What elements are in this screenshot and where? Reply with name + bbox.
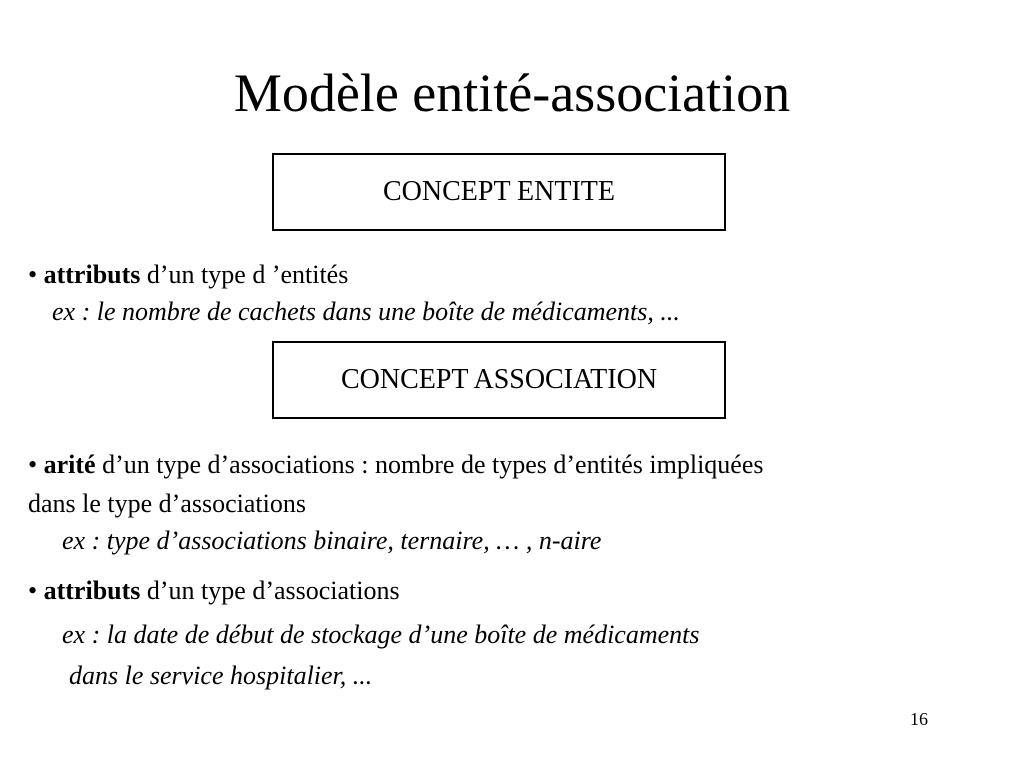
bullet-attributs-associations [28,575,400,607]
example-attributs-associations-line-2: dans le service hospitalier, ... [69,661,373,690]
page-number: 16 [910,709,928,729]
bullet-term: attributs [43,576,141,605]
bullet-term: attributs [43,260,141,289]
slide-title: Modèle entité-association [233,63,791,123]
concept-entite-label: CONCEPT ENTITE [382,176,616,207]
bullet-arite [28,449,764,481]
bullet-attributs-entites [28,259,348,291]
bullet-marker: • [28,576,38,605]
bullet-text: d’un type d ’entités [140,260,349,289]
concept-entite-box [272,153,726,231]
example-attributs-associations-line-1: ex : la date de début de stockage d’une boîte de médicaments [62,620,700,649]
example-arite: ex : type d’associations binaire, ternaire, … , n-aire [62,526,602,555]
concept-association-label: CONCEPT ASSOCIATION [340,364,658,395]
bullet-marker: • [28,260,38,289]
bullet-text: d’un type d’associations : nombre de types d’entités impliquées [95,450,764,479]
example-attributs-entites: ex : le nombre de cachets dans une boîte de médicaments, ... [52,297,680,326]
bullet-text: d’un type d’associations [140,576,400,605]
bullet-arite-continuation: dans le type d’associations [28,489,306,518]
bullet-marker: • [28,450,38,479]
bullet-term: arité [43,450,96,479]
concept-association-box [272,341,726,419]
